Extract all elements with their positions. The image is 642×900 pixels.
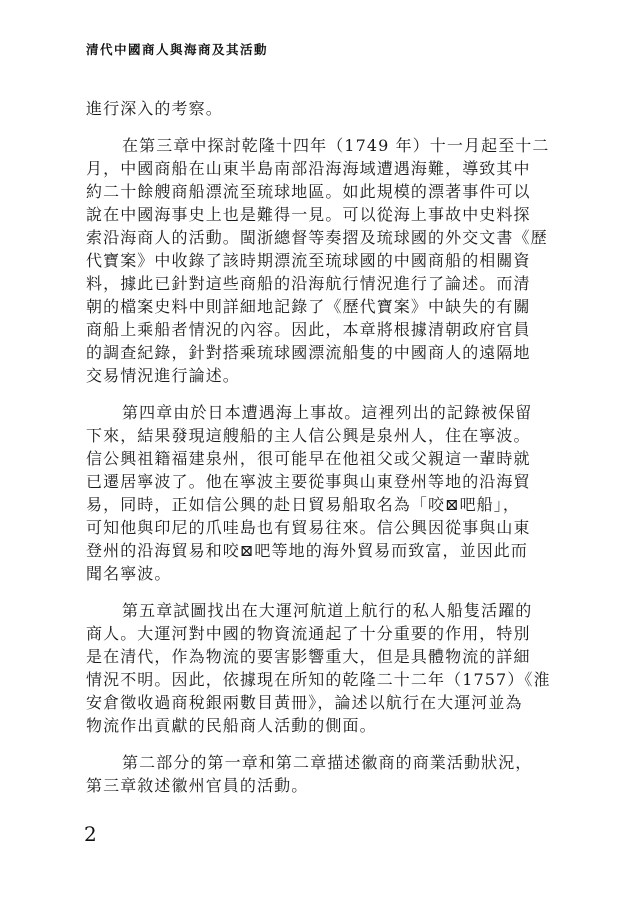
text-line: 在第三章中探討乾隆十四年（1749 年）十一月起至十二 (122, 136, 550, 155)
text-line: 易，同時，正如信公興的赴日貿易船取名為「咬⊠吧船」， (86, 495, 521, 514)
running-header-title: 清代中國商人與海商及其活動 (86, 42, 269, 57)
text-line: 可知他與印尼的爪哇島也有貿易往來。信公興因從事與山東 (86, 518, 531, 537)
text-line: 下來，結果發現這艘船的主人信公興是泉州人，住在寧波。 (86, 426, 531, 445)
text-line: 第二部分的第一章和第二章描述徽商的商業活動狀況， (122, 753, 533, 772)
text-line: 的調查紀錄，針對搭乘琉球國漂流船隻的中國商人的遠隔地 (86, 343, 531, 362)
text-line: 進行深入的考察。 (86, 99, 223, 118)
text-line: 已遷居寧波了。他在寧波主要從事與山東登州等地的沿海貿 (86, 472, 531, 491)
text-line: 聞名寧波。 (86, 564, 172, 583)
page-number: 2 (84, 822, 97, 846)
text-line: 說在中國海事史上也是難得一見。可以從海上事故中史料探 (86, 205, 531, 224)
text-line: 約二十餘艘商船漂流至琉球地區。如此規模的漂著事件可以 (86, 182, 531, 201)
text-line: 物流作出貢獻的民船商人活動的側面。 (86, 716, 377, 735)
text-line: 商船上乘船者情況的內容。因此，本章將根據清朝政府官員 (86, 320, 531, 339)
paragraph-part-two (86, 751, 556, 797)
text-line: 料，據此已針對這些商船的沿海航行情況進行了論述。而清 (86, 274, 531, 293)
text-line: 情況不明。因此，依據現在所知的乾隆二十二年（1757）《淮 (86, 670, 551, 689)
text-line: 安倉徵收過商稅銀兩數目黃冊》，論述以航行在大運河並為 (86, 693, 523, 712)
paragraph-chapter-four (86, 401, 556, 585)
text-line: 是在清代，作為物流的要害影響重大，但是具體物流的詳細 (86, 647, 531, 666)
text-line: 信公興祖籍福建泉州，很可能早在他祖父或父親這一輩時就 (86, 449, 531, 468)
text-line: 索沿海商人的活動。閩浙總督等奏摺及琉球國的外交文書《歷 (86, 228, 548, 247)
text-line: 朝的檔案史料中則詳細地記錄了《歷代寶案》中缺失的有關 (86, 297, 531, 316)
text-line: 第五章試圖找出在大運河航道上航行的私人船隻活躍的 (122, 601, 533, 620)
text-line: 商人。大運河對中國的物資流通起了十分重要的作用，特別 (86, 624, 531, 643)
text-line: 月，中國商船在山東半島南部沿海海域遭遇海難，導致其中 (86, 159, 531, 178)
text-line: 代寶案》中收錄了該時期漂流至琉球國的中國商船的相關資 (86, 251, 531, 270)
paragraph-continuation (86, 97, 556, 120)
paragraph-chapter-five (86, 599, 556, 737)
text-line: 交易情況進行論述。 (86, 366, 240, 385)
page-body (86, 97, 556, 811)
paragraph-chapter-three (86, 134, 556, 387)
text-line: 登州的沿海貿易和咬⊠吧等地的海外貿易而致富，並因此而 (86, 541, 529, 560)
text-line: 第四章由於日本遭遇海上事故。這裡列出的記錄被保留 (122, 403, 533, 422)
text-line: 第三章敘述徽州官員的活動。 (86, 776, 309, 795)
